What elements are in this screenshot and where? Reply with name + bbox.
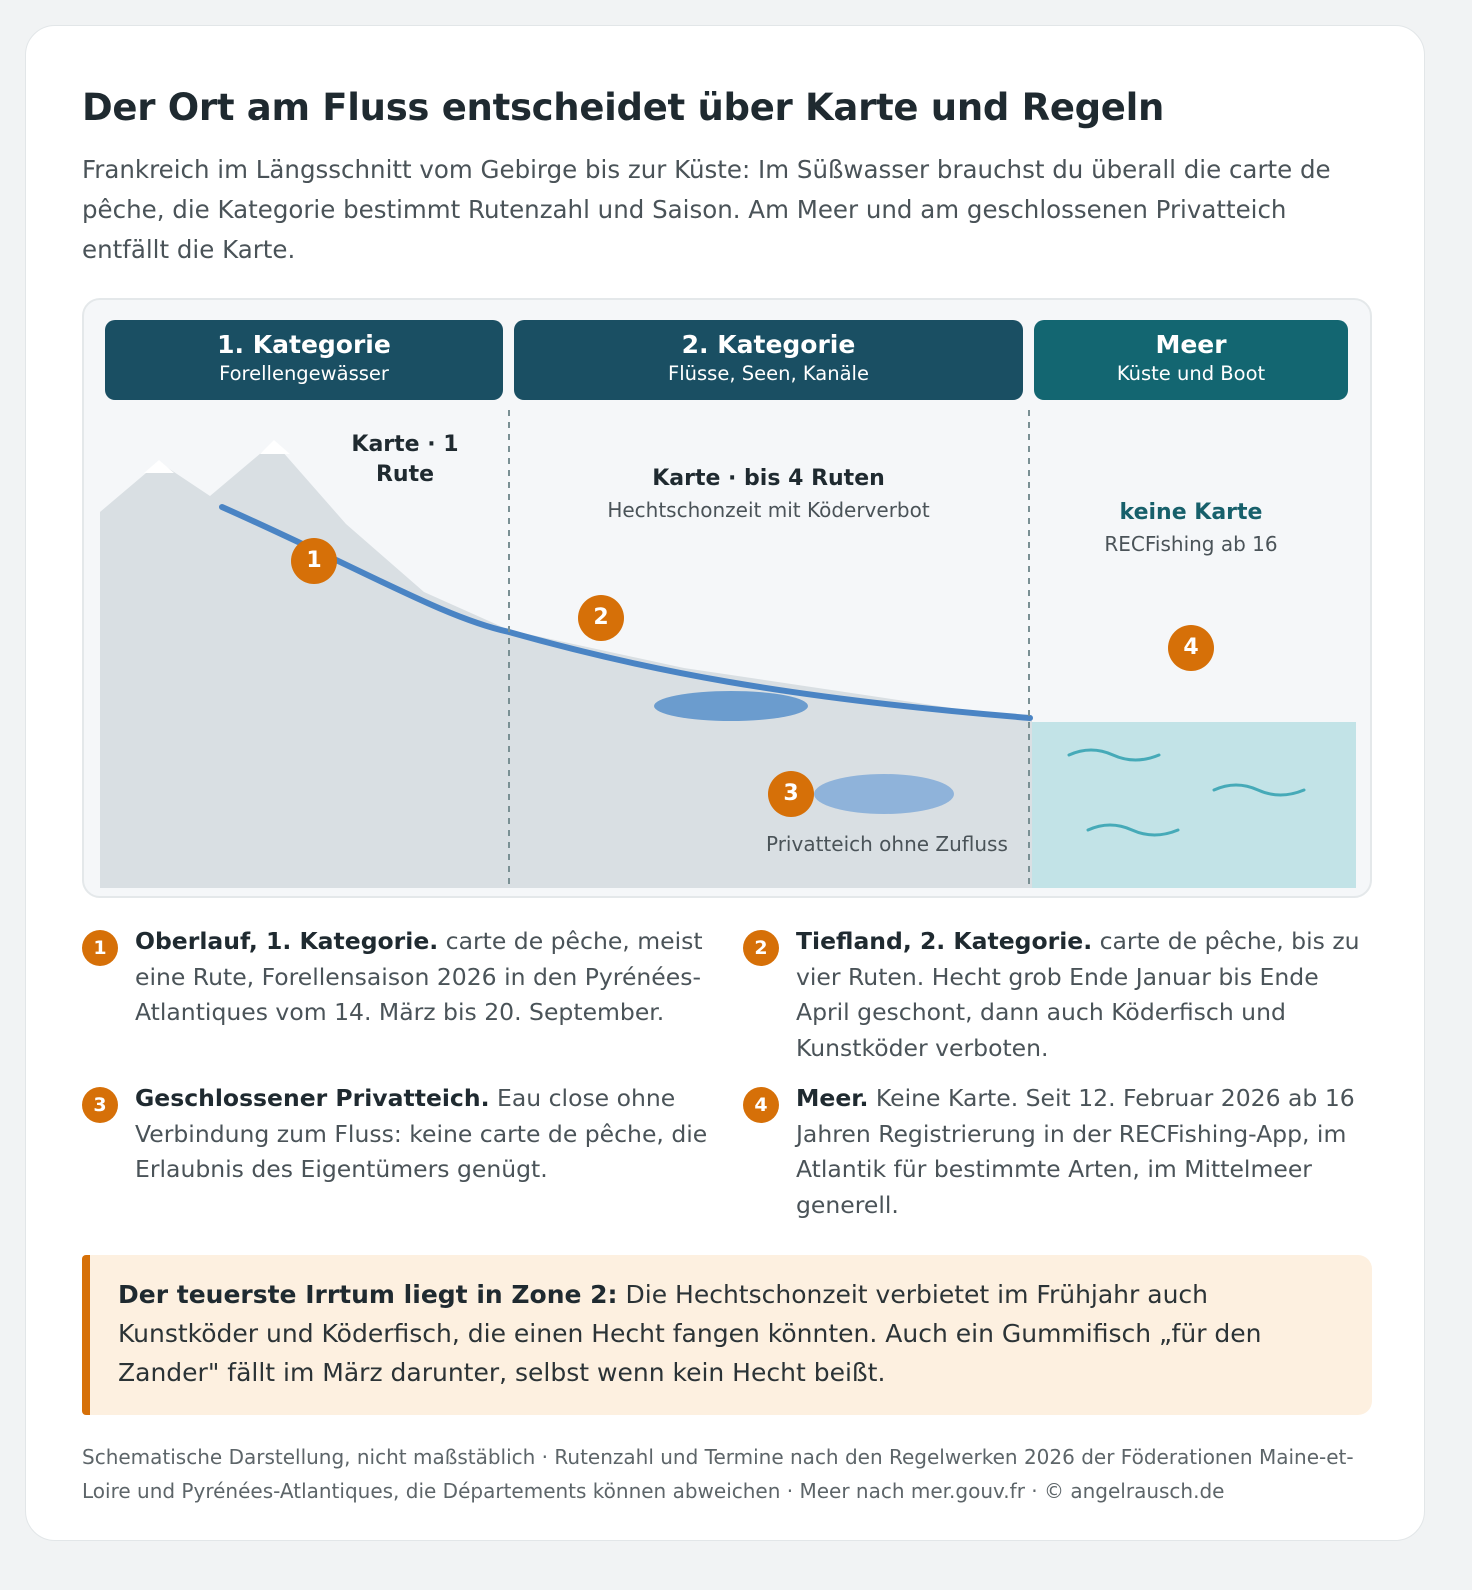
note-heading: Geschlossener Privatteich.: [135, 1084, 490, 1112]
page-title: Der Ort am Fluss entscheidet über Karte und Regeln: [82, 86, 1165, 129]
zone-header-sea: [1034, 320, 1348, 400]
note-text: carte de pêche, bis zu vier Ruten. Hecht grob Ende Januar bis Ende April geschont, dann auch Köderfisch und Kunstköder verboten.: [796, 927, 1360, 1062]
note-item: [743, 924, 1373, 1066]
zone-rule-text: Karte · 1 Rute: [351, 432, 459, 487]
zone-title: 1. Kategorie: [217, 330, 391, 359]
source-footer: Schematische Darstellung, nicht maßstäblich · Rutenzahl und Termine nach den Regelwerken 2026 der Föderationen Maine-et-Loire und Pyrénées-Atlantiques, die Départements können abweichen · Meer nach mer.gouv.fr · © angelrausch.de: [82, 1445, 1354, 1503]
snow-cap-left: [144, 460, 174, 473]
intro-text: Frankreich im Längsschnitt vom Gebirge bis zur Küste: Im Süßwasser brauchst du überall die carte de pêche, die Kategorie bestimmt Rutenzahl und Saison. Am Meer und am geschlossenen Privatteich entfällt die Karte.: [82, 155, 1331, 264]
marker-1: 1: [291, 538, 337, 584]
zone-1-rule: [320, 430, 490, 490]
zone-subtitle: Flüsse, Seen, Kanäle: [668, 362, 869, 385]
zone-rule-text: keine Karte: [1119, 500, 1263, 525]
marker-4: 4: [1168, 625, 1214, 671]
callout-text: Die Hechtschonzeit verbietet im Frühjahr auch Kunstköder und Köderfisch, die einen Hecht fangen könnten. Auch ein Gummifisch „für den Zander" fällt im März darunter, selbst wenn kein Hecht beißt.: [118, 1280, 1262, 1387]
lake: [654, 691, 808, 721]
marker-3: 3: [768, 771, 814, 817]
note-heading: Tiefland, 2. Kategorie.: [796, 927, 1093, 955]
zone-header-category-2: [514, 320, 1023, 400]
note-text: Eau close ohne Verbindung zum Fluss: keine carte de pêche, die Erlaubnis des Eigentümers genügt.: [135, 1084, 708, 1183]
note-heading: Meer.: [796, 1084, 869, 1112]
zone-title: 2. Kategorie: [681, 330, 856, 359]
zone-rule-text: Karte · bis 4 Ruten: [652, 466, 885, 491]
note-item: [743, 1081, 1373, 1223]
zone-subtitle: Forellengewässer: [219, 362, 389, 385]
zone-2-rule: [514, 464, 1023, 526]
note-number-badge: 3: [82, 1087, 118, 1123]
note-number-badge: 4: [743, 1087, 779, 1123]
pond-label: Privatteich ohne Zufluss: [766, 832, 1008, 856]
snow-cap-right: [260, 440, 290, 454]
note-text: Keine Karte. Seit 12. Februar 2026 ab 16 Jahren Registrierung in der RECFishing-App, im Atlantik für bestimmte Arten, im Mittelmeer generell.: [796, 1084, 1355, 1219]
zone-sea-rule: [1034, 498, 1348, 560]
marker-2: 2: [578, 595, 624, 641]
zone-note-text: Hechtschonzeit mit Köderverbot: [607, 498, 930, 522]
note-number-badge: 1: [82, 930, 118, 966]
infographic-card: [25, 25, 1425, 1541]
private-pond: [814, 774, 954, 814]
zone-note-text: RECFishing ab 16: [1104, 532, 1278, 556]
note-heading: Oberlauf, 1. Kategorie.: [135, 927, 439, 955]
note-item: [82, 924, 712, 1031]
zone-subtitle: Küste und Boot: [1116, 362, 1266, 385]
river-profile-diagram: [82, 298, 1372, 898]
callout-heading: Der teuerste Irrtum liegt in Zone 2:: [118, 1280, 618, 1309]
zone-title: Meer: [1155, 330, 1227, 359]
warning-callout: [82, 1255, 1372, 1415]
note-text: carte de pêche, meist eine Rute, Forellensaison 2026 in den Pyrénées-Atlantiques vom 14. März bis 20. September.: [135, 927, 703, 1026]
sea-area: [1032, 722, 1356, 888]
zone-header-category-1: [105, 320, 503, 400]
note-number-badge: 2: [743, 930, 779, 966]
note-item: [82, 1081, 712, 1188]
